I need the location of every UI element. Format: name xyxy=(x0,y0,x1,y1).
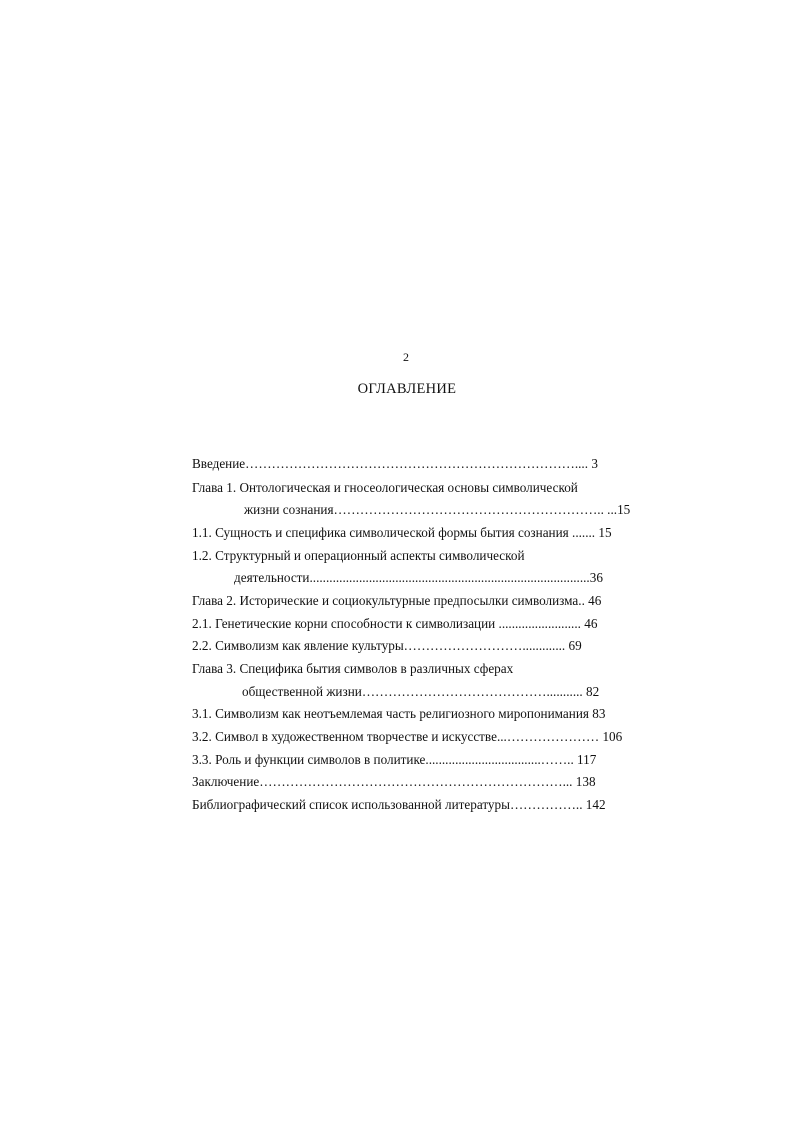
toc-entry-chapter-1: Глава 1. Онтологическая и гносеологическая основы символической xyxy=(192,480,578,495)
toc-entry-1-2: 1.2. Структурный и операционный аспекты символической xyxy=(192,548,525,563)
toc-entry-1-2-cont: деятельности.....................................................................................36 xyxy=(234,570,603,585)
toc-entry-3-3: 3.3. Роль и функции символов в политике...................................…….. 117 xyxy=(192,752,597,767)
toc-entry-introduction: Введение………………………………………………………………….... 3 xyxy=(192,456,598,471)
toc-entry-chapter-3: Глава 3. Специфика бытия символов в различных сферах xyxy=(192,661,514,676)
toc-entry-chapter-3-cont: общественной жизни……………………………………........... 82 xyxy=(242,684,600,699)
toc-entry-chapter-2: Глава 2. Исторические и социокультурные предпосылки символизма.. 46 xyxy=(192,593,602,608)
page-title: ОГЛАВЛЕНИЕ xyxy=(357,381,457,397)
toc-entry-2-2: 2.2. Символизм как явление культуры………………………............. 69 xyxy=(192,638,582,653)
page-number: 2 xyxy=(403,350,409,364)
toc-entry-1-1: 1.1. Сущность и специфика символической формы бытия сознания ....... 15 xyxy=(192,525,612,540)
toc-entry-3-2: 3.2. Символ в художественном творчестве и искусстве...………………… 106 xyxy=(192,729,623,744)
toc-entry-bibliography: Библиографический список использованной литературы…………….. 142 xyxy=(192,797,606,812)
toc-entry-conclusion: Заключение……………………………………………………………... 138 xyxy=(192,774,596,789)
toc-entry-3-1: 3.1. Символизм как неотъемлемая часть религиозного миропонимания 83 xyxy=(192,706,606,721)
toc-entry-chapter-1-cont: жизни сознания…………………………………………………….. ...15 xyxy=(244,502,631,517)
toc-entry-2-1: 2.1. Генетические корни способности к символизации ......................... 46 xyxy=(192,616,598,631)
